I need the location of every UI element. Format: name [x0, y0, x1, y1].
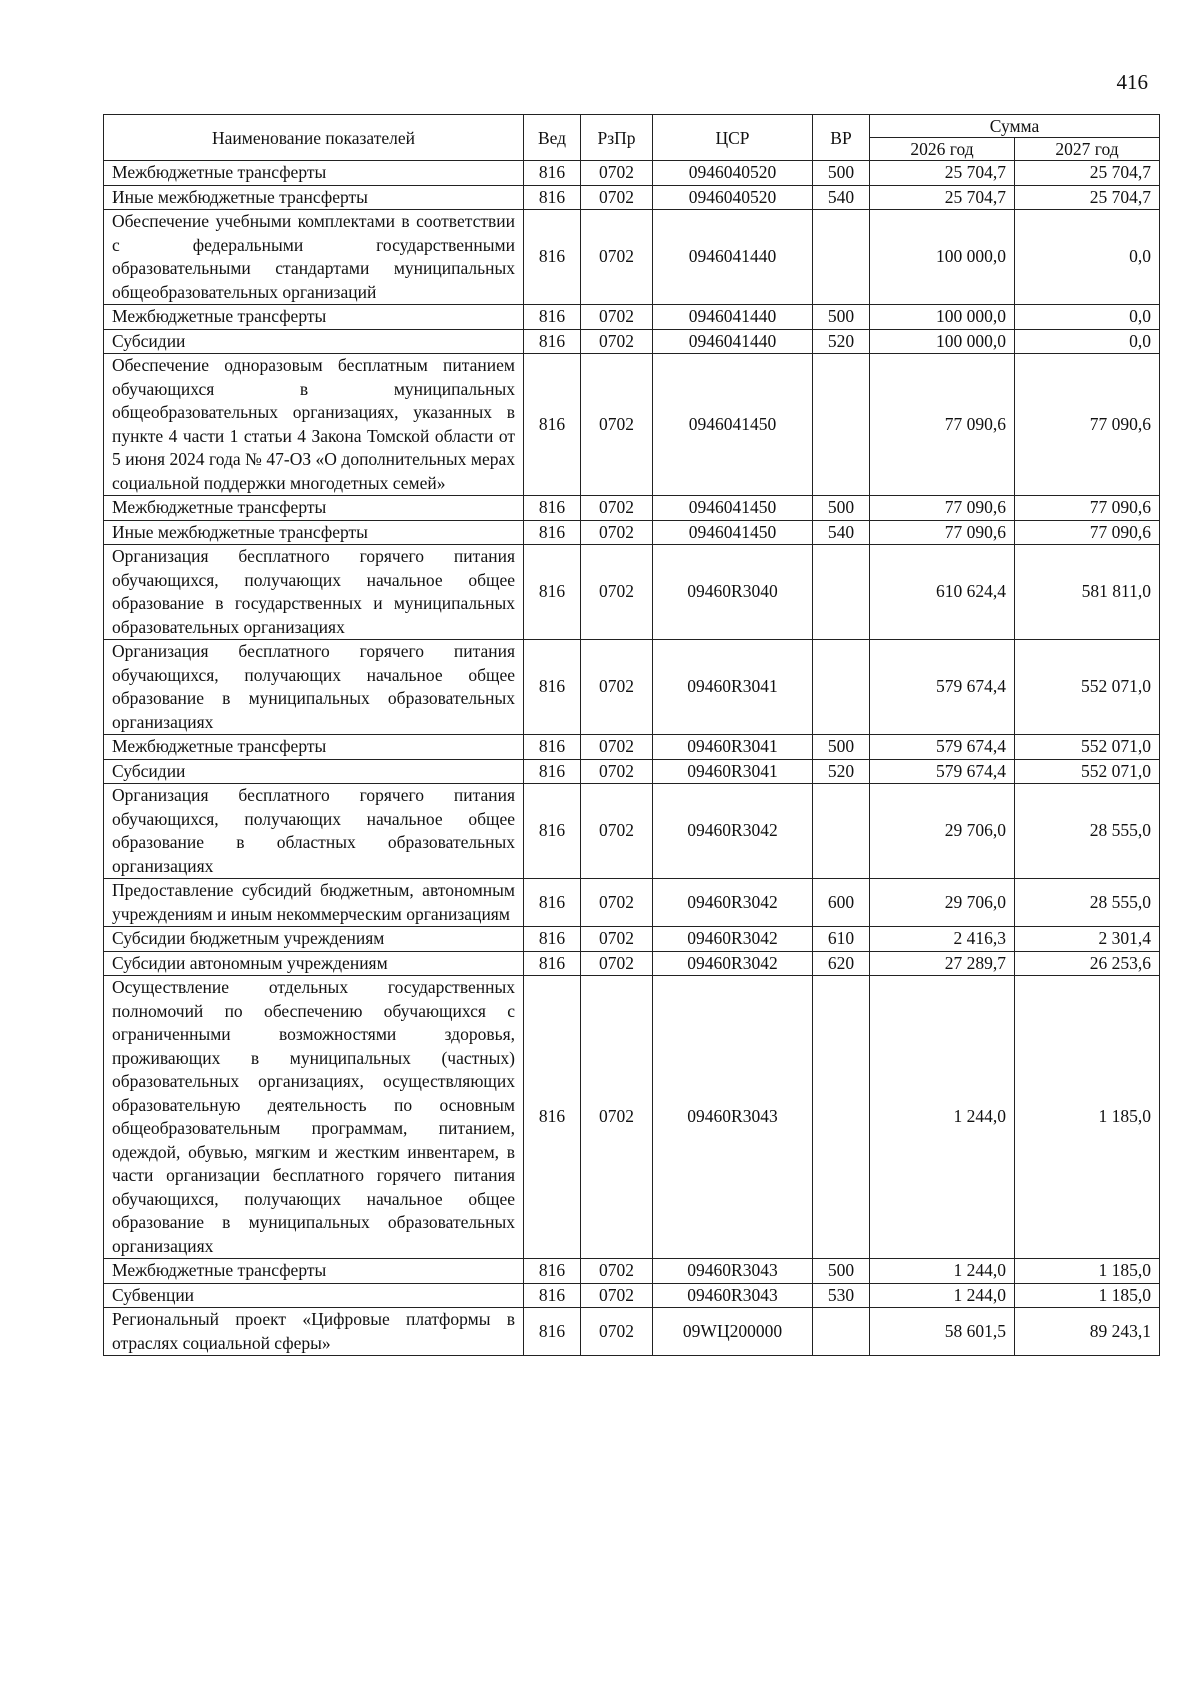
row-sum-2027: 0,0 [1015, 305, 1160, 330]
row-vr [813, 210, 870, 305]
row-sum-2027: 25 704,7 [1015, 185, 1160, 210]
table-row [104, 927, 1160, 952]
row-sum-2026: 1 244,0 [870, 1283, 1015, 1308]
row-ved: 816 [524, 735, 581, 760]
row-sum-2027: 552 071,0 [1015, 735, 1160, 760]
row-vr: 500 [813, 735, 870, 760]
row-sum-2026: 27 289,7 [870, 951, 1015, 976]
row-ved: 816 [524, 161, 581, 186]
row-name: Межбюджетные трансферты [104, 1259, 524, 1284]
row-vr [813, 354, 870, 496]
row-vr: 500 [813, 496, 870, 521]
row-name: Организация бесплатного горячего питания обучающихся, получающих начальное общее образование в областных образовательных организациях [104, 784, 524, 879]
row-rzpr: 0702 [581, 759, 653, 784]
budget-table [103, 114, 1160, 1356]
row-rzpr: 0702 [581, 640, 653, 735]
row-csr: 0946041440 [653, 210, 813, 305]
header-vr: ВР [813, 115, 870, 161]
row-vr [813, 640, 870, 735]
row-sum-2026: 77 090,6 [870, 354, 1015, 496]
row-name: Субсидии [104, 329, 524, 354]
row-vr: 500 [813, 305, 870, 330]
row-rzpr: 0702 [581, 520, 653, 545]
row-name: Организация бесплатного горячего питания обучающихся, получающих начальное общее образование в муниципальных образовательных организациях [104, 640, 524, 735]
row-name: Обеспечение одноразовым бесплатным питанием обучающихся в муниципальных общеобразовательных организациях, указанных в пункте 4 части 1 статьи 4 Закона Томской области от 5 июня 2024 года № 47-ОЗ «О дополнительных мерах социальной поддержки многодетных семей» [104, 354, 524, 496]
row-csr: 0946041440 [653, 305, 813, 330]
row-rzpr: 0702 [581, 1283, 653, 1308]
table-row [104, 210, 1160, 305]
row-name: Предоставление субсидий бюджетным, автономным учреждениям и иным некоммерческим организациям [104, 879, 524, 927]
table-row [104, 1283, 1160, 1308]
row-rzpr: 0702 [581, 185, 653, 210]
table-row [104, 185, 1160, 210]
row-ved: 816 [524, 545, 581, 640]
row-rzpr: 0702 [581, 545, 653, 640]
row-vr [813, 976, 870, 1259]
table-row [104, 951, 1160, 976]
header-csr: ЦСР [653, 115, 813, 161]
row-sum-2027: 0,0 [1015, 210, 1160, 305]
table-row [104, 1308, 1160, 1356]
row-name: Субсидии бюджетным учреждениям [104, 927, 524, 952]
table-body [104, 161, 1160, 1356]
row-rzpr: 0702 [581, 1259, 653, 1284]
row-csr: 0946040520 [653, 185, 813, 210]
row-rzpr: 0702 [581, 354, 653, 496]
row-ved: 816 [524, 354, 581, 496]
row-csr: 09460R3040 [653, 545, 813, 640]
row-sum-2026: 29 706,0 [870, 879, 1015, 927]
row-vr [813, 545, 870, 640]
row-sum-2027: 552 071,0 [1015, 640, 1160, 735]
row-csr: 09460R3041 [653, 640, 813, 735]
table-row [104, 305, 1160, 330]
row-name: Субвенции [104, 1283, 524, 1308]
table-row [104, 354, 1160, 496]
row-ved: 816 [524, 784, 581, 879]
row-sum-2027: 552 071,0 [1015, 759, 1160, 784]
row-ved: 816 [524, 1259, 581, 1284]
row-rzpr: 0702 [581, 879, 653, 927]
row-vr: 520 [813, 759, 870, 784]
row-rzpr: 0702 [581, 305, 653, 330]
row-sum-2026: 100 000,0 [870, 329, 1015, 354]
row-sum-2026: 58 601,5 [870, 1308, 1015, 1356]
row-sum-2026: 610 624,4 [870, 545, 1015, 640]
row-vr [813, 1308, 870, 1356]
row-csr: 0946041440 [653, 329, 813, 354]
row-vr: 500 [813, 161, 870, 186]
row-name: Межбюджетные трансферты [104, 305, 524, 330]
row-csr: 09WЦ200000 [653, 1308, 813, 1356]
table-row [104, 640, 1160, 735]
row-name: Обеспечение учебными комплектами в соответствии с федеральными государственными образовательными стандартами муниципальных общеобразовательных организаций [104, 210, 524, 305]
row-rzpr: 0702 [581, 951, 653, 976]
row-rzpr: 0702 [581, 927, 653, 952]
table-row [104, 976, 1160, 1259]
row-csr: 0946041450 [653, 354, 813, 496]
table-row [104, 329, 1160, 354]
row-name: Иные межбюджетные трансферты [104, 185, 524, 210]
row-ved: 816 [524, 927, 581, 952]
row-sum-2027: 89 243,1 [1015, 1308, 1160, 1356]
row-sum-2026: 77 090,6 [870, 520, 1015, 545]
row-sum-2026: 29 706,0 [870, 784, 1015, 879]
row-ved: 816 [524, 496, 581, 521]
row-sum-2027: 26 253,6 [1015, 951, 1160, 976]
row-sum-2026: 25 704,7 [870, 161, 1015, 186]
header-row [104, 115, 1160, 138]
row-csr: 09460R3042 [653, 879, 813, 927]
row-sum-2026: 579 674,4 [870, 735, 1015, 760]
row-name: Иные межбюджетные трансферты [104, 520, 524, 545]
row-rzpr: 0702 [581, 210, 653, 305]
row-rzpr: 0702 [581, 496, 653, 521]
row-sum-2027: 581 811,0 [1015, 545, 1160, 640]
page-number: 416 [1116, 70, 1148, 94]
row-csr: 0946041450 [653, 520, 813, 545]
row-csr: 09460R3042 [653, 784, 813, 879]
row-name: Межбюджетные трансферты [104, 161, 524, 186]
row-ved: 816 [524, 305, 581, 330]
table-row [104, 545, 1160, 640]
row-csr: 0946041450 [653, 496, 813, 521]
row-sum-2027: 2 301,4 [1015, 927, 1160, 952]
row-rzpr: 0702 [581, 735, 653, 760]
row-csr: 09460R3041 [653, 735, 813, 760]
table-row [104, 784, 1160, 879]
row-ved: 816 [524, 759, 581, 784]
row-sum-2026: 25 704,7 [870, 185, 1015, 210]
row-rzpr: 0702 [581, 329, 653, 354]
row-sum-2027: 77 090,6 [1015, 496, 1160, 521]
row-sum-2026: 2 416,3 [870, 927, 1015, 952]
row-csr: 09460R3043 [653, 1259, 813, 1284]
row-ved: 816 [524, 329, 581, 354]
row-vr [813, 784, 870, 879]
table-row [104, 879, 1160, 927]
row-sum-2027: 77 090,6 [1015, 520, 1160, 545]
row-csr: 09460R3043 [653, 1283, 813, 1308]
row-vr: 540 [813, 185, 870, 210]
table-row [104, 161, 1160, 186]
row-ved: 816 [524, 976, 581, 1259]
row-rzpr: 0702 [581, 784, 653, 879]
row-sum-2026: 100 000,0 [870, 210, 1015, 305]
header-rzpr: РзПр [581, 115, 653, 161]
header-year-2026: 2026 год [870, 138, 1015, 161]
row-sum-2027: 28 555,0 [1015, 784, 1160, 879]
row-csr: 0946040520 [653, 161, 813, 186]
row-vr: 620 [813, 951, 870, 976]
row-csr: 09460R3042 [653, 927, 813, 952]
row-sum-2027: 25 704,7 [1015, 161, 1160, 186]
row-ved: 816 [524, 210, 581, 305]
table-row [104, 735, 1160, 760]
table-row [104, 520, 1160, 545]
row-sum-2027: 77 090,6 [1015, 354, 1160, 496]
header-sum: Сумма [870, 115, 1160, 138]
row-name: Межбюджетные трансферты [104, 496, 524, 521]
row-name: Субсидии автономным учреждениям [104, 951, 524, 976]
row-csr: 09460R3041 [653, 759, 813, 784]
row-rzpr: 0702 [581, 161, 653, 186]
row-sum-2026: 579 674,4 [870, 759, 1015, 784]
row-rzpr: 0702 [581, 976, 653, 1259]
row-sum-2027: 1 185,0 [1015, 1259, 1160, 1284]
header-ved: Вед [524, 115, 581, 161]
row-sum-2027: 0,0 [1015, 329, 1160, 354]
row-sum-2027: 28 555,0 [1015, 879, 1160, 927]
row-vr: 500 [813, 1259, 870, 1284]
table-row [104, 759, 1160, 784]
row-name: Осуществление отдельных государственных полномочий по обеспечению обучающихся с ограниченными возможностями здоровья, проживающих в муниципальных (частных) образовательных организациях, осуществляющих образовательную деятельность по основным общеобразовательным программам, питанием, одеждой, обувью, мягким и жестким инвентарем, в части организации бесплатного горячего питания обучающихся, получающих начальное общее образование в муниципальных образовательных организациях [104, 976, 524, 1259]
table-row [104, 1259, 1160, 1284]
row-vr: 610 [813, 927, 870, 952]
row-vr: 520 [813, 329, 870, 354]
row-ved: 816 [524, 640, 581, 735]
row-vr: 540 [813, 520, 870, 545]
row-name: Региональный проект «Цифровые платформы в отраслях социальной сферы» [104, 1308, 524, 1356]
row-ved: 816 [524, 520, 581, 545]
row-sum-2026: 1 244,0 [870, 1259, 1015, 1284]
row-name: Межбюджетные трансферты [104, 735, 524, 760]
row-rzpr: 0702 [581, 1308, 653, 1356]
row-sum-2026: 579 674,4 [870, 640, 1015, 735]
row-csr: 09460R3042 [653, 951, 813, 976]
row-sum-2026: 100 000,0 [870, 305, 1015, 330]
row-sum-2027: 1 185,0 [1015, 976, 1160, 1259]
row-name: Организация бесплатного горячего питания обучающихся, получающих начальное общее образование в государственных и муниципальных образовательных организациях [104, 545, 524, 640]
table-row [104, 496, 1160, 521]
row-csr: 09460R3043 [653, 976, 813, 1259]
row-ved: 816 [524, 1283, 581, 1308]
row-sum-2026: 1 244,0 [870, 976, 1015, 1259]
row-name: Субсидии [104, 759, 524, 784]
row-ved: 816 [524, 185, 581, 210]
row-sum-2026: 77 090,6 [870, 496, 1015, 521]
row-ved: 816 [524, 1308, 581, 1356]
header-name: Наименование показателей [104, 115, 524, 161]
row-sum-2027: 1 185,0 [1015, 1283, 1160, 1308]
row-vr: 530 [813, 1283, 870, 1308]
header-year-2027: 2027 год [1015, 138, 1160, 161]
row-vr: 600 [813, 879, 870, 927]
row-ved: 816 [524, 951, 581, 976]
row-ved: 816 [524, 879, 581, 927]
